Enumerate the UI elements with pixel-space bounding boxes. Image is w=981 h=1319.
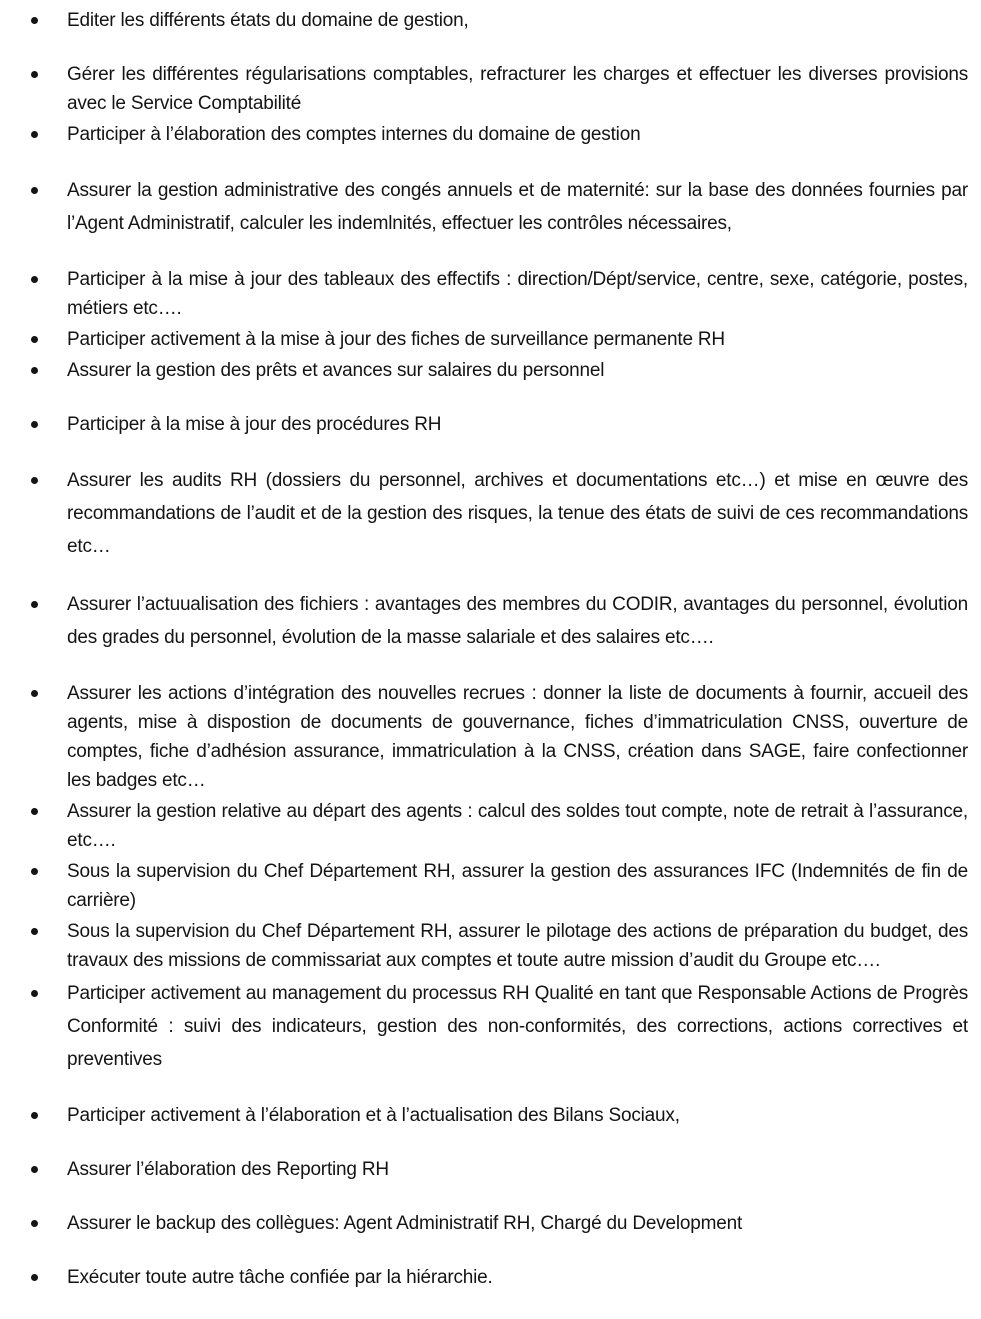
list-item [30, 174, 968, 240]
list-item [30, 1101, 968, 1130]
list-item-text: Editer les différents états du domaine de gestion, [67, 10, 469, 31]
list-item [30, 120, 968, 149]
list-item [30, 917, 968, 975]
bullet-list [30, 6, 968, 1292]
bullet-icon [31, 367, 38, 374]
list-item-text: Participer activement à l’élaboration et à l’actualisation des Bilans Sociaux, [67, 1105, 680, 1126]
list-item-text: Assurer les actions d’intégration des nouvelles recrues : donner la liste de documents à fournir, accueil des agents, mise à dispostion de documents de gouvernance, fiches d’immatriculation CNSS, ouverture de comptes, fiche d’adhésion assurance, immatriculation à la CNSS, création dans SAGE, faire confectionner les badges etc… [67, 683, 968, 791]
list-item-text: Participer activement au management du processus RH Qualité en tant que Responsable Actions de Progrès Conformité : suivi des indicateurs, gestion des non-conformités, des corrections, actions correctives et preventives [67, 983, 968, 1070]
list-item-text: Participer à la mise à jour des tableaux des effectifs : direction/Dépt/service, centre, sexe, catégorie, postes, métiers etc…. [67, 269, 968, 319]
list-item [30, 6, 968, 35]
list-item-text: Participer activement à la mise à jour des fiches de surveillance permanente RH [67, 329, 725, 350]
list-item [30, 588, 968, 654]
list-item-text: Assurer la gestion relative au départ des agents : calcul des soldes tout compte, note de retrait à l’assurance, etc…. [67, 801, 968, 851]
bullet-icon [31, 421, 38, 428]
bullet-icon [31, 1166, 38, 1173]
list-item-text: Assurer le backup des collègues: Agent Administratif RH, Chargé du Development [67, 1213, 743, 1234]
list-item [30, 325, 968, 354]
bullet-icon [31, 131, 38, 138]
list-item-text: Exécuter toute autre tâche confiée par la hiérarchie. [67, 1267, 493, 1288]
list-item-text: Assurer la gestion des prêts et avances sur salaires du personnel [67, 360, 605, 381]
list-item [30, 464, 968, 563]
list-item [30, 1263, 968, 1292]
list-item [30, 977, 968, 1076]
list-item [30, 410, 968, 439]
list-item [30, 356, 968, 385]
bullet-icon [31, 1220, 38, 1227]
bullet-icon [31, 928, 38, 935]
list-item [30, 60, 968, 118]
bullet-icon [31, 1112, 38, 1119]
bullet-icon [31, 1274, 38, 1281]
bullet-icon [31, 336, 38, 343]
list-item [30, 797, 968, 855]
list-item-text: Sous la supervision du Chef Département RH, assurer le pilotage des actions de préparation du budget, des travaux des missions de commissariat aux comptes et toute autre mission d’audit du Groupe etc…. [67, 921, 968, 971]
list-item-text: Participer à l’élaboration des comptes internes du domaine de gestion [67, 124, 641, 145]
bullet-icon [31, 808, 38, 815]
bullet-icon [31, 276, 38, 283]
list-item-text: Assurer l’actuualisation des fichiers : avantages des membres du CODIR, avantages du personnel, évolution des grades du personnel, évolution de la masse salariale et des salaires etc…. [67, 594, 968, 648]
list-item [30, 1155, 968, 1184]
list-item-text: Sous la supervision du Chef Département RH, assurer la gestion des assurances IFC (Indemnités de fin de carrière) [67, 861, 968, 911]
list-item-text: Assurer l’élaboration des Reporting RH [67, 1159, 389, 1180]
bullet-icon [31, 990, 38, 997]
bullet-icon [31, 690, 38, 697]
list-item-text: Gérer les différentes régularisations comptables, refracturer les charges et effectuer les diverses provisions avec le Service Comptabilité [67, 64, 968, 114]
bullet-icon [31, 868, 38, 875]
list-item-text: Assurer les audits RH (dossiers du personnel, archives et documentations etc…) et mise en œuvre des recommandations de l’audit et de la gestion des risques, la tenue des états de suivi de ces recommandations etc… [67, 470, 968, 557]
list-item [30, 1209, 968, 1238]
list-item [30, 265, 968, 323]
list-item-text: Assurer la gestion administrative des congés annuels et de maternité: sur la base des données fournies par l’Agent Administratif, calculer les indemlnités, effectuer les contrôles nécessaires, [67, 180, 968, 234]
bullet-icon [31, 601, 38, 608]
list-item-text: Participer à la mise à jour des procédures RH [67, 414, 442, 435]
bullet-icon [31, 17, 38, 24]
bullet-icon [31, 187, 38, 194]
bullet-icon [31, 477, 38, 484]
bullet-icon [31, 71, 38, 78]
list-item [30, 679, 968, 795]
list-item [30, 857, 968, 915]
